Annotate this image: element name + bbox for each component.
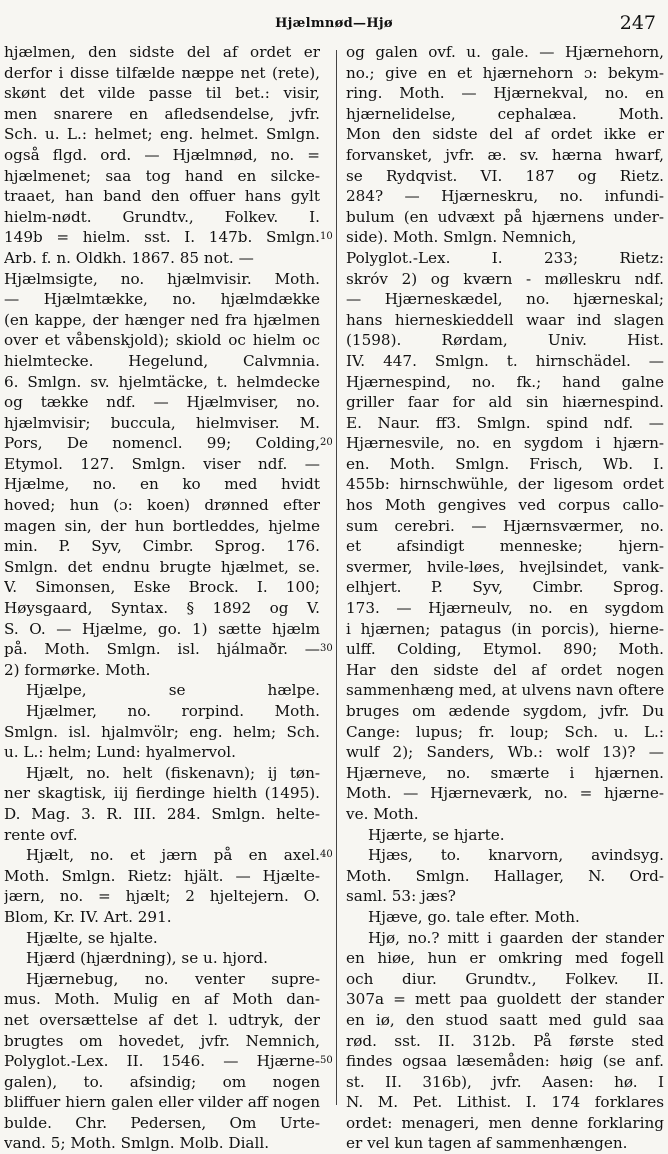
text-line: min. P. Syv, Cimbr. Sprog. 176. [4,537,320,556]
text-line: hjælmen, den sidste del af ordet er [4,43,320,61]
text-line: — Hjælmtække, no. hjælmdække [4,290,320,309]
text-line: side). Moth. Smlgn. Nemnich, [346,228,577,247]
text-line: Hjælmer, no. rorpind. Moth. [26,702,320,720]
text-line: Høysgaard, Syntax. § 1892 og V. [4,599,320,618]
line-number: 30 [320,643,333,655]
text-line: Arb. f. n. Oldkh. 1867. 85 not. — [4,248,254,267]
text-line: Polyglot.-Lex. I. 233; Rietz: [346,248,664,267]
text-line: 455b: hirnschwühle, der ligesom ordet [346,475,664,494]
text-line: sum cerebri. — Hjærnsværmer, no. [346,516,664,535]
text-line: E. Naur. ff3. Smlgn. spind ndf. — [346,413,664,432]
text-line: Cange: lupus; fr. loup; Sch. u. L.: [346,722,664,741]
text-line: en. Moth. Smlgn. Frisch, Wb. I. [346,454,664,473]
text-line: ulff. Colding, Etymol. 890; Moth. [346,640,664,659]
text-line: wulf 2); Sanders, Wb.: wolf 13)? — [346,743,664,762]
text-line: derfor i disse tilfælde næppe net (rete), [4,63,320,82]
text-line: 307a = mett paa guoldett der stander [346,990,664,1009]
text-line: och diur. Grundtv., Folkev. II. [346,969,664,988]
text-line: over et våbenskjold); skiold oc hielm oc [4,331,320,350]
text-line: traaet, han band den offuer hans gylt [4,187,320,206]
text-line: ordet: menageri, men denne forklaring [346,1113,664,1132]
text-line: er vel kun tagen af sammenhængen. [346,1134,628,1153]
text-line: (1598). Rørdam, Univ. Hist. [346,331,664,350]
column-rule [336,50,337,1105]
text-line: bulum (en udvæxt på hjærnens under- [346,207,664,226]
text-line: forvansket, jvfr. æ. sv. hærna hwarf, [346,145,664,164]
text-line: magen sin, der hun bortleddes, hjelme [4,516,320,535]
text-line: Hjæve, go. tale efter. Moth. [368,907,580,926]
text-line: V. Simonsen, Eske Brock. I. 100; [4,578,320,597]
text-line: se Rydqvist. VI. 187 og Rietz. [346,166,664,185]
text-line: vand. 5; Moth. Smlgn. Molb. Diall. [4,1134,270,1153]
text-line: findes ogsaa læsemåden: høig (se anf. [346,1052,664,1071]
text-line: Moth. Smlgn. Rietz: hjält. — Hjælte- [4,866,320,885]
text-line: Pors, De nomencl. 99; Colding, [4,434,320,453]
running-head: Hjælmnød—Hjø [275,16,393,31]
text-line: Moth. — Hjærneværk, no. = hjærne- [346,784,664,803]
text-line: Smlgn. det endnu brugte hjælmet, se. [4,557,320,576]
text-line: 6. Smlgn. sv. hjelmtäcke, t. helmdecke [4,372,320,391]
text-line: Hjærd (hjærdning), se u. hjord. [26,949,268,968]
text-line: og galen ovf. u. gale. — Hjærnehorn, [346,43,664,61]
text-line: Smlgn. isl. hjalmvölr; eng. helm; Sch. [4,722,320,741]
text-line: et afsindigt menneske; hjern- [346,537,664,556]
text-line: st. II. 316b), jvfr. Aasen: hø. I [346,1072,664,1091]
text-line: hans hierneskieddell waar ind slagen [346,310,664,329]
text-line: bliffuer hiern galen eller vilder aff nogen [4,1093,320,1112]
text-line: Hjælpe, se hælpe. [26,681,320,700]
text-line: no.; give en et hjærnehorn ɔ: bekym- [346,63,664,82]
text-line: saml. 53: jæs? [346,887,456,906]
text-line: hos Moth gengives ved corpus callo- [346,496,664,515]
text-line: Hjælme, no. en ko med hvidt [4,475,320,494]
text-line: Moth. Smlgn. Hallager, N. Ord- [346,866,664,885]
text-line: men snarere en afledsendelse, jvfr. [4,104,320,123]
text-line: svermer, hvile-løes, hvejlsindet, vank- [346,557,664,576]
text-line: mus. Moth. Mulig en af Moth dan- [4,990,320,1009]
text-line: skønt det vilde passe til bet.: visir, [4,84,320,103]
text-line: griller faar for ald sin hiærnespind. [346,393,664,412]
text-line: net oversættelse af det l. udtryk, der [4,1010,320,1029]
text-line: 2) formørke. Moth. [4,660,151,679]
text-line: Mon den sidste del af ordet ikke er [346,125,664,144]
text-line: Hjælt, no. et jærn på en axel. [26,846,320,865]
line-number: 10 [320,231,333,243]
text-line: Hjælte, se hjalte. [26,928,158,947]
text-line: jærn, no. = hjælt; 2 hjeltejern. O. [4,887,320,906]
text-line: S. O. — Hjælme, go. 1) sætte hjælm [4,619,320,638]
text-line: Hjæs, to. knarvorn, avindsyg. [368,846,664,865]
text-line: D. Mag. 3. R. III. 284. Smlgn. helte- [4,804,320,823]
text-line: Hjælmsigte, no. hjælmvisir. Moth. [4,269,320,288]
text-line: — Hjærneskædel, no. hjærneskal; [346,290,664,309]
text-line: sammenhæng med, at ulvens navn oftere [346,681,664,700]
text-line: Blom, Kr. IV. Art. 291. [4,907,172,926]
text-line: Etymol. 127. Smlgn. viser ndf. — [4,454,320,473]
text-line: ve. Moth. [346,804,419,823]
line-number: 50 [320,1055,333,1067]
text-line: hjærnelidelse, cephalæa. Moth. [346,104,664,123]
page-number: 247 [619,12,656,34]
text-line: galen), to. afsindig; om nogen [4,1072,320,1091]
text-line: skróv 2) og kværn - mølleskru ndf. [346,269,664,288]
text-line: Hjærte, se hjarte. [368,825,505,844]
text-line: Har den sidste del af ordet nogen [346,660,664,679]
text-line: Hjælt, no. helt (fiskenavn); ij tøn- [26,763,320,782]
text-line: (en kappe, der hænger ned fra hjælmen [4,310,320,329]
text-line: IV. 447. Smlgn. t. hirnschädel. — [346,351,664,370]
text-line: rente ovf. [4,825,78,844]
line-number: 20 [320,437,333,449]
text-line: også flgd. ord. — Hjælmnød, no. = [4,145,320,164]
text-line: Hjærnesvile, no. en sygdom i hjærn- [346,434,664,453]
text-line: og tække ndf. — Hjælmviser, no. [4,393,320,412]
text-line: Hjærnebug, no. venter supre- [26,969,320,988]
text-line: N. M. Pet. Lithist. I. 174 forklares [346,1093,664,1112]
text-line: 284? — Hjærneskru, no. infundi- [346,187,664,206]
text-line: bruges om ædende sygdom, jvfr. Du [346,702,664,720]
text-line: hoved; hun (ɔ: koen) drønned efter [4,496,320,515]
text-line: en hiøe, hun er omkring med fogell [346,949,664,968]
text-line: hielmtecke. Hegelund, Calvmnia. [4,351,320,370]
text-line: elhjert. P. Syv, Cimbr. Sprog. [346,578,664,597]
text-line: Hjærneve, no. smærte i hjærnen. [346,763,664,782]
right-column [346,42,664,1154]
text-line: bulde. Chr. Pedersen, Om Urte- [4,1113,320,1132]
left-column [4,42,320,1154]
text-line: hjælmenet; saa tog hand en silcke- [4,166,320,185]
text-line: en iø, den stuod saatt med guld saa [346,1010,664,1029]
text-line: 173. — Hjærneulv, no. en sygdom [346,599,664,618]
text-line: på. Moth. Smlgn. isl. hjálmaðr. — [4,640,320,659]
text-line: hielm-nødt. Grundtv., Folkev. I. [4,207,320,226]
line-number: 40 [320,849,333,861]
text-line: i hjærnen; patagus (in porcis), hierne- [346,619,664,638]
text-line: u. L.: helm; Lund: hyalmervol. [4,743,236,762]
page-header [0,10,668,38]
text-line: Hjø, no.? mitt i gaarden der stander [368,928,664,947]
text-line: ring. Moth. — Hjærnekval, no. en [346,84,664,103]
text-line: brugtes om hovedet, jvfr. Nemnich, [4,1031,320,1050]
text-line: ner skagtisk, iij fierdinge hielth (1495). [4,784,320,803]
text-line: Polyglot.-Lex. II. 1546. — Hjærne- [4,1052,320,1071]
text-line: Sch. u. L.: helmet; eng. helmet. Smlgn. [4,125,320,144]
text-line: rød. sst. II. 312b. På første sted [346,1031,664,1050]
text-line: hjælmvisir; buccula, hielmviser. M. [4,413,320,432]
text-line: Hjærnespind, no. fk.; hand galne [346,372,664,391]
text-line: 149b = hielm. sst. I. 147b. Smlgn. [4,228,320,247]
